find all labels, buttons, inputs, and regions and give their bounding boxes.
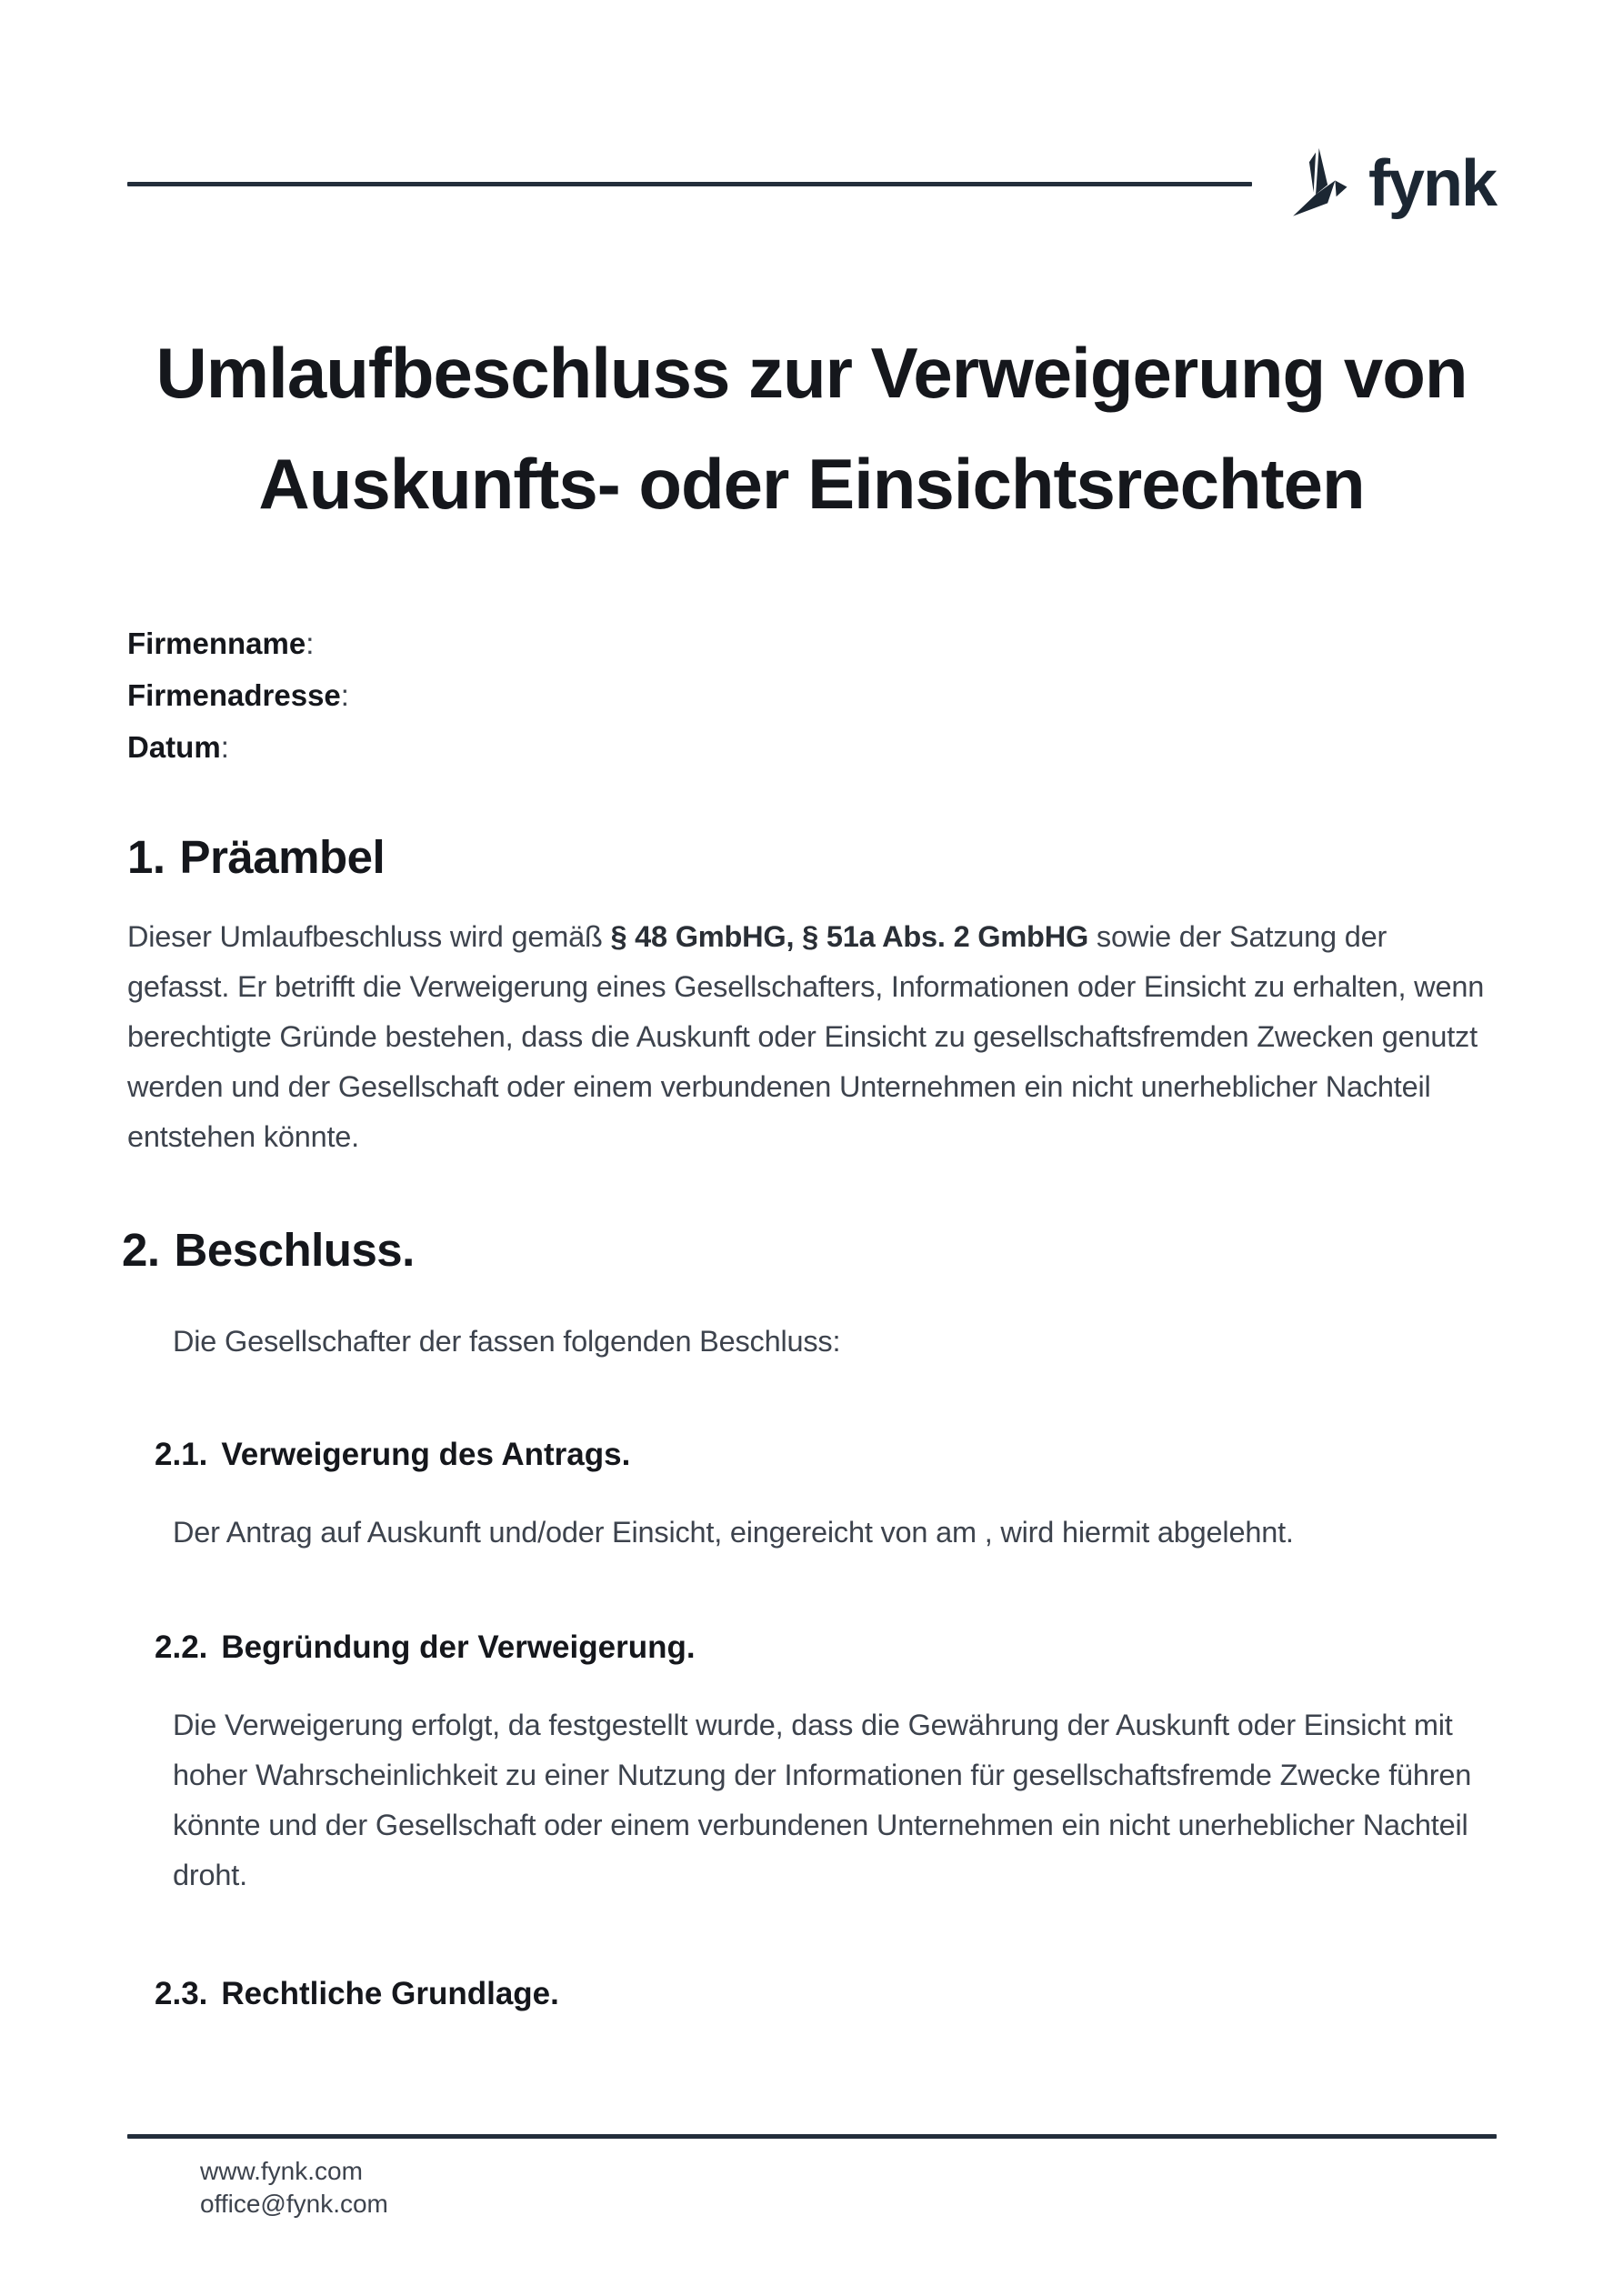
subsection-2-3-title: Rechtliche Grundlage.: [221, 1975, 559, 2011]
document-title: Umlaufbeschluss zur Verweigerung von Auskunfts- oder Einsichtsrechten: [155, 333, 1468, 524]
company-address-label: Firmenadresse: [127, 678, 341, 713]
subsection-2-2-heading: [155, 1625, 1496, 1669]
resolution-intro-paragraph: Die Gesellschafter der fassen folgenden Beschluss:: [173, 1324, 841, 1358]
preamble-text-start: Dieser Umlaufbeschluss wird gemäß: [127, 919, 611, 953]
company-address-colon: :: [340, 678, 349, 713]
company-name-row: [127, 617, 1496, 669]
subsection-2-2-number: 2.2.: [155, 1629, 208, 1665]
preamble-text-end: sowie der Satzung der gefasst. Er betrifft die Verweigerung eines Gesellschafters, Informationen oder Einsicht zu erhalten, wenn berechtigte Gründe bestehen, dass die Auskunft oder Einsicht zu gesellschaftsfremden Zwecken genutzt werden und der Gesellschaft oder einem verbundenen Unternehmen ein nicht unerheblicher Nachteil entstehen könnte.: [127, 919, 1485, 1153]
section-1-number: 1.: [127, 831, 165, 884]
brand-logo: [1287, 142, 1496, 226]
refusal-paragraph: Der Antrag auf Auskunft und/oder Einsicht, eingereicht von am , wird hiermit abgelehnt.: [173, 1515, 1294, 1549]
header: [127, 0, 1496, 226]
preamble-law-reference: § 48 GmbHG, § 51a Abs. 2 GmbHG: [610, 919, 1089, 953]
company-name-colon: :: [306, 627, 315, 661]
footer-website: www.fynk.com: [200, 2157, 363, 2185]
brand-wordmark: fynk: [1368, 147, 1496, 220]
footer: [127, 2134, 1497, 2221]
section-2-title: Beschluss.: [174, 1223, 415, 1276]
justification-paragraph: Die Verweigerung erfolgt, da festgestellt wurde, dass die Gewährung der Auskunft oder Einsicht mit hoher Wahrscheinlichkeit zu einer Nutzung der Informationen für gesellschaftsfremde Zwecke führen könnte und der Gesellschaft oder einem verbundenen Unternehmen ein nicht unerheblicher Nachteil droht.: [173, 1708, 1472, 1891]
subsection-2-3-number: 2.3.: [155, 1975, 208, 2011]
subsection-2-2-title: Begründung der Verweigerung.: [221, 1629, 696, 1665]
preamble-paragraph: [127, 912, 1496, 1162]
section-2-heading: [122, 1220, 1496, 1280]
company-name-label: Firmenname: [127, 627, 306, 661]
subsection-2-1-heading: [155, 1432, 1496, 1477]
date-colon: :: [220, 730, 229, 765]
company-address-row: [127, 669, 1496, 721]
date-row: [127, 721, 1496, 773]
section-1-heading: [127, 827, 1496, 887]
section-2-number: 2.: [122, 1223, 160, 1276]
footer-divider: [127, 2134, 1497, 2139]
header-divider: [127, 182, 1252, 186]
origami-bird-icon: [1287, 142, 1356, 226]
subsection-2-1-title: Verweigerung des Antrags.: [221, 1436, 631, 1472]
section-1-title: Präambel: [179, 831, 386, 884]
company-info-block: [127, 617, 1496, 773]
date-label: Datum: [127, 730, 221, 765]
footer-email: office@fynk.com: [200, 2190, 388, 2218]
subsection-2-1-number: 2.1.: [155, 1436, 208, 1472]
subsection-2-3-heading: [155, 1971, 1496, 2016]
